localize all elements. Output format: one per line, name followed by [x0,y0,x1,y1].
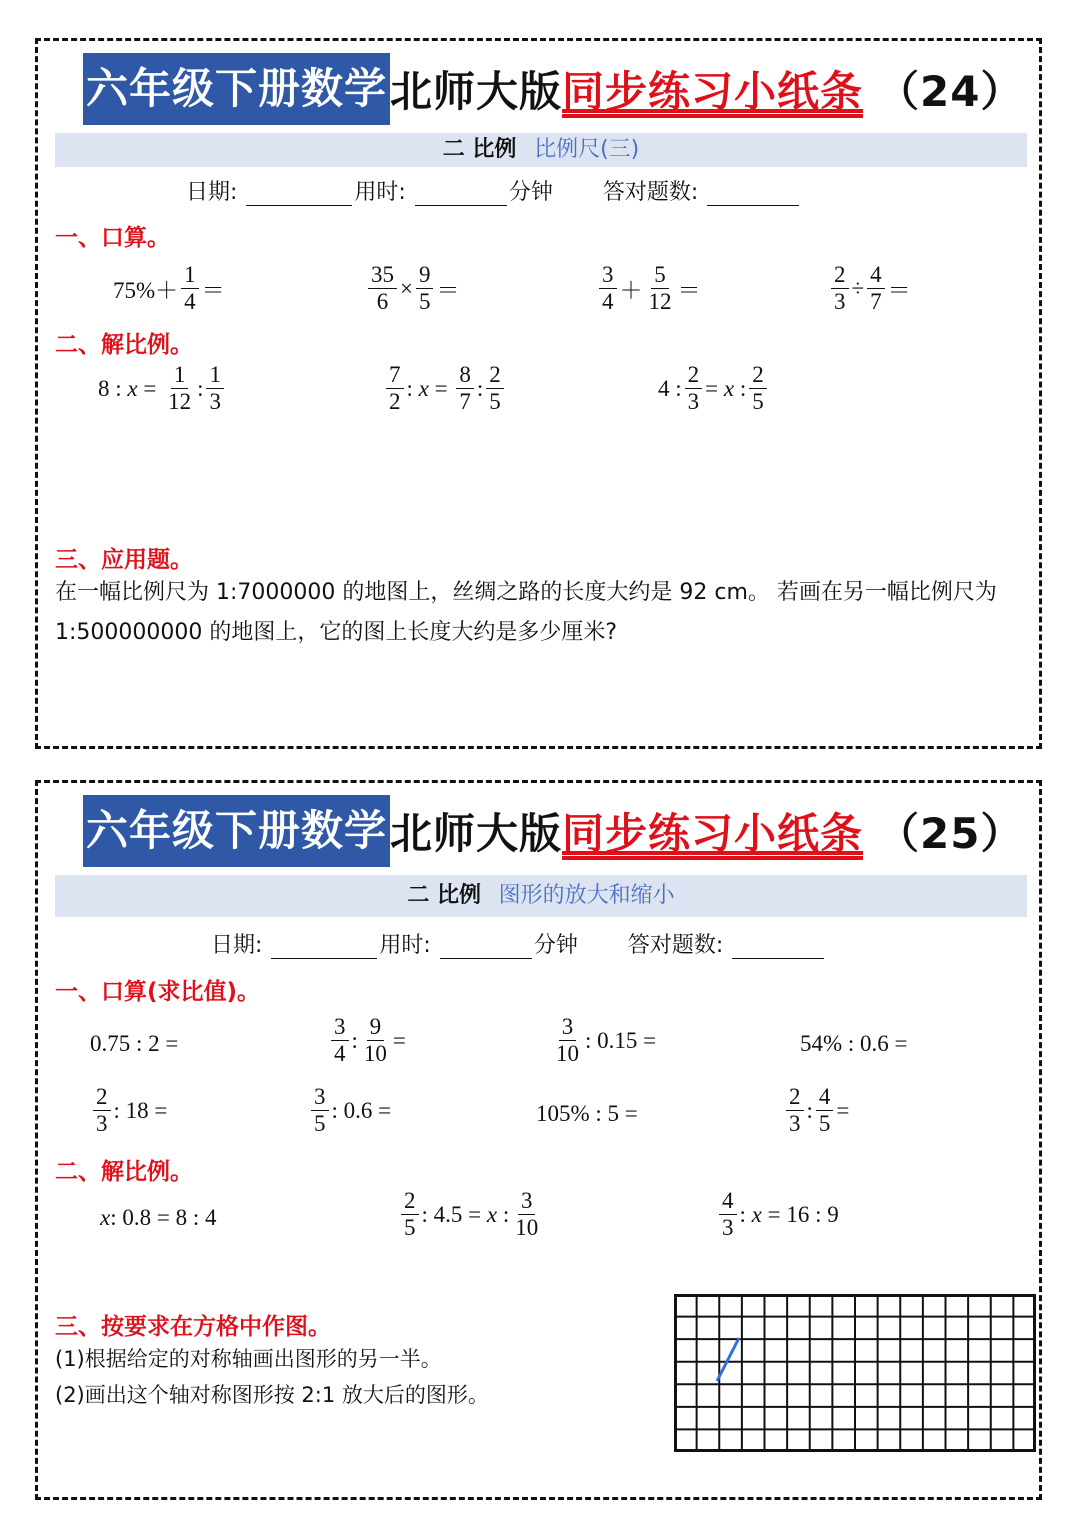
unit-bar [55,133,1027,167]
info-row [186,175,801,206]
proportion-problem-1: x : 0.8 = 8 : 4 [100,1205,217,1230]
fraction: $\frac{2}{5}$ [486,363,504,414]
oral-problem-1: 75%＋ $\frac{1}{4}$ ＝ [113,262,225,315]
unit-lesson: 比例尺(三) [534,137,640,162]
fraction: $\frac{5}{12}$ [648,262,672,315]
ratio-problem-1: 0.75 : 2 = [90,1031,179,1056]
ratio-problem-3: $\frac{3}{10}$ : 0.15 = [550,1015,656,1066]
unit-chapter: 二 比例 [442,137,517,162]
fraction: $\frac{35}{6}$ [368,263,397,314]
title-grade: 六年级下册数学 [83,795,390,867]
section-proportion: 二、解比例。 [55,332,193,358]
fraction: $\frac{3}{10}$ [515,1188,539,1241]
title-number: （25） [877,809,1024,858]
date-blank[interactable] [271,934,377,959]
unit-bar [55,875,1027,917]
fraction: $\frac{3}{5}$ [311,1085,329,1136]
time-blank[interactable] [415,181,507,206]
fraction: $\frac{4}{3}$ [719,1189,737,1240]
worksheet-title [83,795,1024,867]
title-edition: 北师大版 [390,67,563,116]
section-drawing: 三、按要求在方格中作图。 [55,1314,331,1340]
fraction: $\frac{2}{5}$ [749,363,767,414]
title-edition: 北师大版 [390,809,563,858]
fraction: $\frac{3}{4}$ [331,1015,349,1066]
fraction: $\frac{1}{4}$ [181,263,199,314]
fraction: $\frac{2}{3}$ [786,1085,804,1136]
info-row [211,928,826,959]
drawing-task-1: (1)根据给定的对称轴画出图形的另一半。 [55,1347,442,1371]
fraction: $\frac{4}{5}$ [816,1085,834,1136]
fraction: $\frac{9}{10}$ [363,1014,387,1067]
fraction: $\frac{2}{3}$ [831,263,849,314]
fraction: $\frac{3}{4}$ [599,263,617,314]
correct-blank[interactable] [707,181,799,206]
fraction: $\frac{8}{7}$ [456,363,474,414]
fraction: $\frac{2}{3}$ [685,363,703,414]
drawing-task-2: (2)画出这个轴对称图形按 2:1 放大后的图形。 [55,1383,489,1407]
proportion-problem-3: 4 : $\frac{2}{3}$ = x : $\frac{2}{5}$ [658,363,770,414]
section-word-problem: 三、应用题。 [55,547,193,573]
correct-label: 答对题数: [627,933,724,958]
fraction: $\frac{7}{2}$ [386,363,404,414]
time-blank[interactable] [440,934,532,959]
worksheet-card-25 [35,780,1042,1500]
fraction: $\frac{2}{5}$ [401,1189,419,1240]
section-oral-ratio: 一、口算(求比值)。 [55,979,261,1005]
time-label: 用时: [354,180,406,205]
fraction: $\frac{2}{3}$ [93,1085,111,1136]
unit-chapter: 二 比例 [407,883,481,908]
ratio-problem-4: 54% : 0.6 = [800,1031,908,1056]
correct-label: 答对题数: [602,180,699,205]
section-oral: 一、口算。 [55,225,170,251]
title-series: 同步练习小纸条 [562,67,864,116]
fraction: $\frac{1}{3}$ [206,363,224,414]
ratio-problem-2: $\frac{3}{4}$ : $\frac{9}{10}$ = [328,1015,406,1066]
unit-lesson: 图形的放大和缩小 [498,883,675,908]
oral-problem-3: $\frac{3}{4}$ ＋ $\frac{5}{12}$ ＝ [596,263,701,314]
date-blank[interactable] [246,181,352,206]
fraction: $\frac{3}{10}$ [556,1014,579,1067]
title-series: 同步练习小纸条 [562,809,864,858]
word-problem-text: 在一幅比例尺为 1:7000000 的地图上，丝绸之路的长度大约是 92 cm。 若画在另一幅比例尺为 1:500000000 的地图上，它的图上长度大约是多少厘米? [55,580,997,645]
drawing-grid[interactable] [674,1294,1036,1452]
date-label: 日期: [211,933,263,958]
fraction: $\frac{1}{12}$ [168,362,192,415]
time-label: 用时: [379,933,431,958]
section-proportion: 二、解比例。 [55,1159,193,1185]
proportion-problem-3: $\frac{4}{3}$ : x = 16 : 9 [716,1189,839,1240]
title-number: （24） [877,67,1024,116]
proportion-problem-2: $\frac{2}{5}$ : 4.5 = x : $\frac{3}{10}$ [398,1189,544,1240]
title-grade: 六年级下册数学 [83,53,390,125]
ratio-problem-5: $\frac{2}{3}$ : 18 = [90,1085,167,1136]
minutes-label: 分钟 [533,933,578,958]
date-label: 日期: [186,180,238,205]
worksheet-card-24 [35,38,1042,749]
ratio-problem-6: $\frac{3}{5}$ : 0.6 = [308,1085,391,1136]
oral-problem-4: $\frac{2}{3}$ ÷ $\frac{4}{7}$ ＝ [828,263,911,314]
ratio-problem-8: $\frac{2}{3}$ : $\frac{4}{5}$ = [783,1085,849,1136]
correct-blank[interactable] [732,934,824,959]
fraction: $\frac{9}{5}$ [416,263,434,314]
oral-problem-2: $\frac{35}{6}$ × $\frac{9}{5}$ ＝ [365,263,459,314]
fraction: $\frac{4}{7}$ [867,263,885,314]
worksheet-title [83,53,1024,125]
ratio-problem-7: 105% : 5 = [536,1101,638,1126]
proportion-problem-1: 8 : x = $\frac{1}{12}$ : $\frac{1}{3}$ [98,363,227,414]
minutes-label: 分钟 [508,180,553,205]
proportion-problem-2: $\frac{7}{2}$ : x = $\frac{8}{7}$ : $\frac{2}{5}$ [383,363,507,414]
